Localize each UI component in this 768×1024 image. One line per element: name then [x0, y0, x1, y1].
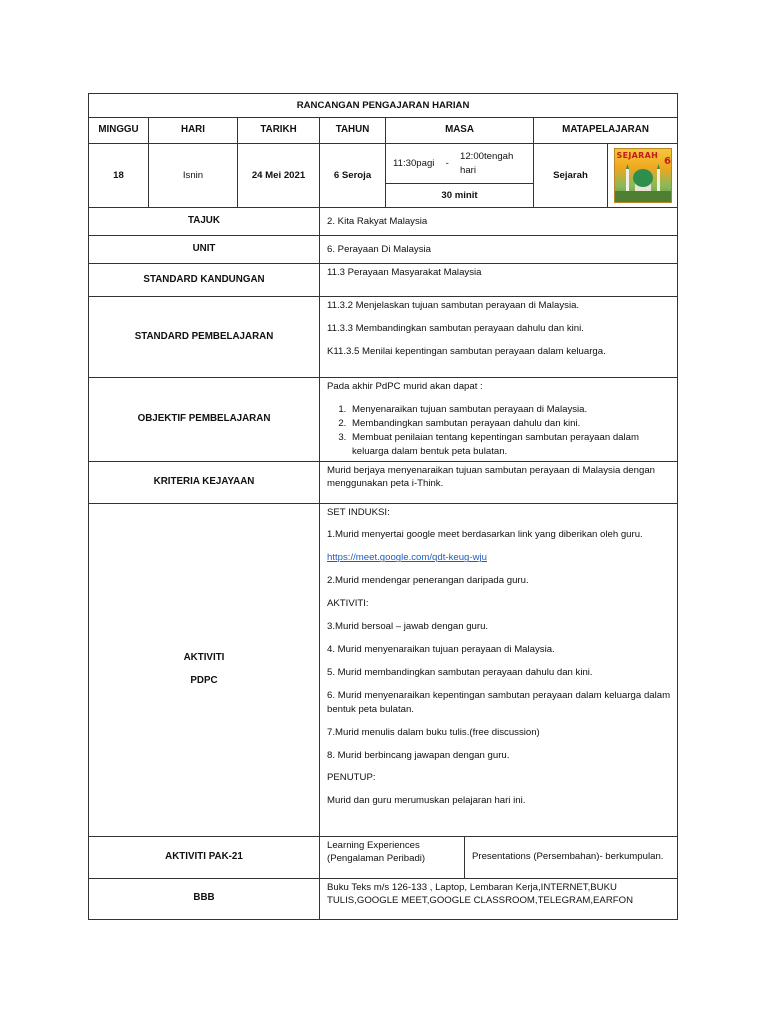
matapelajaran-value: Sejarah — [534, 144, 608, 208]
hari-value: Isnin — [149, 144, 238, 208]
bbb-value: Buku Teks m/s 126-133 , Laptop, Lembaran Kerja,INTERNET,BUKU TULIS,GOOGLE MEET,GOOGLE CLASSROOM,TELEGRAM,EARFON — [320, 878, 678, 919]
aktiviti-line: Murid dan guru merumuskan pelajaran hari ini. — [327, 795, 526, 807]
header-tahun: TAHUN — [320, 118, 386, 144]
objektif-list — [327, 403, 670, 459]
aktiviti-line: 5. Murid membandingkan sambutan perayaan dahulu dan kini. — [327, 666, 593, 678]
header-tarikh: TARIKH — [238, 118, 320, 144]
book-cover-cell — [608, 144, 678, 208]
list-item: 3. Membuat penilaian tentang kepentingan sambutan perayaan dalam keluarga dalam bentuk peta bulatan. — [349, 431, 670, 459]
tajuk-value: 2. Kita Rakyat Malaysia — [320, 208, 678, 236]
mosque-icon — [615, 149, 671, 202]
masa-separator: - — [445, 157, 449, 169]
standard-kandungan-value: 11.3 Perayaan Masyarakat Malaysia — [320, 264, 678, 297]
table-title: RANCANGAN PENGAJARAN HARIAN — [89, 94, 678, 118]
aktiviti-value — [320, 503, 678, 836]
penutup-heading: PENUTUP: — [327, 772, 376, 784]
sp-item: 11.3.3 Membandingkan sambutan perayaan dahulu dan kini. — [327, 322, 584, 334]
header-hari: HARI — [149, 118, 238, 144]
aktiviti-line: 6. Murid menyenaraikan kepentingan sambutan perayaan dalam keluarga dalam bentuk peta bulatan. — [327, 689, 671, 715]
book-title: SEJARAH — [616, 151, 659, 160]
aktiviti-line: 8. Murid berbincang jawapan dengan guru. — [327, 749, 510, 761]
google-meet-link[interactable]: https://meet.google.com/qdt-keug-wju — [327, 552, 487, 564]
standard-pembelajaran-value — [320, 297, 678, 378]
header-minggu: MINGGU — [89, 118, 149, 144]
label-unit: UNIT — [89, 236, 320, 264]
header-matapelajaran: MATAPELAJARAN — [534, 118, 678, 144]
aktiviti-heading: AKTIVITI: — [327, 598, 369, 610]
list-item: 1. Menyenaraikan tujuan sambutan perayaan di Malaysia. — [349, 403, 670, 417]
label-standard-pembelajaran: STANDARD PEMBELAJARAN — [89, 297, 320, 378]
aktiviti-line: 3.Murid bersoal – jawab dengan guru. — [327, 621, 489, 633]
unit-value: 6. Perayaan Di Malaysia — [320, 236, 678, 264]
label-objektif: OBJEKTIF PEMBELAJARAN — [89, 378, 320, 462]
label-bbb: BBB — [89, 878, 320, 919]
lesson-plan-table — [88, 93, 678, 920]
label-tajuk: TAJUK — [89, 208, 320, 236]
label-aktiviti-line2: PDPC — [190, 674, 218, 686]
label-kriteria: KRITERIA KEJAYAAN — [89, 461, 320, 503]
objektif-intro: Pada akhir PdPC murid akan dapat : — [327, 381, 483, 392]
masa-cell — [386, 144, 534, 184]
aktiviti-line: 7.Murid menulis dalam buku tulis.(free discussion) — [327, 726, 540, 738]
label-pak21: AKTIVITI PAK-21 — [89, 836, 320, 878]
label-standard-kandungan: STANDARD KANDUNGAN — [89, 264, 320, 297]
pak21-value-a: Learning Experiences (Pengalaman Peribadi) — [320, 836, 465, 878]
objektif-value — [320, 378, 678, 462]
textbook-cover-image — [614, 148, 672, 203]
aktiviti-line: 4. Murid menyenaraikan tujuan perayaan di Malaysia. — [327, 643, 555, 655]
aktiviti-line: 1.Murid menyertai google meet berdasarkan link yang diberikan oleh guru. — [327, 529, 643, 541]
tarikh-value: 24 Mei 2021 — [238, 144, 320, 208]
label-aktiviti-line1: AKTIVITI — [183, 652, 225, 664]
masa-end: 12:00tengah hari — [459, 150, 514, 176]
svg-text:6: 6 — [663, 156, 671, 167]
pak21-value-b: Presentations (Persembahan)- berkumpulan. — [465, 836, 678, 878]
list-item: 2. Membandingkan sambutan perayaan dahulu dan kini. — [349, 417, 670, 431]
minggu-value: 18 — [89, 144, 149, 208]
label-aktiviti — [89, 503, 320, 836]
sp-item: K11.3.5 Menilai kepentingan sambutan perayaan dalam keluarga. — [327, 345, 606, 357]
masa-start: 11:30pagi — [393, 157, 435, 169]
sp-item: 11.3.2 Menjelaskan tujuan sambutan perayaan di Malaysia. — [327, 300, 580, 311]
aktiviti-line: 2.Murid mendengar penerangan daripada guru. — [327, 575, 529, 587]
kriteria-value: Murid berjaya menyenaraikan tujuan sambutan perayaan di Malaysia dengan menggunakan peta i-Think. — [320, 461, 678, 503]
set-induksi-heading: SET INDUKSI: — [327, 506, 390, 518]
tahun-value: 6 Seroja — [320, 144, 386, 208]
duration-value: 30 minit — [386, 184, 534, 208]
header-masa: MASA — [386, 118, 534, 144]
